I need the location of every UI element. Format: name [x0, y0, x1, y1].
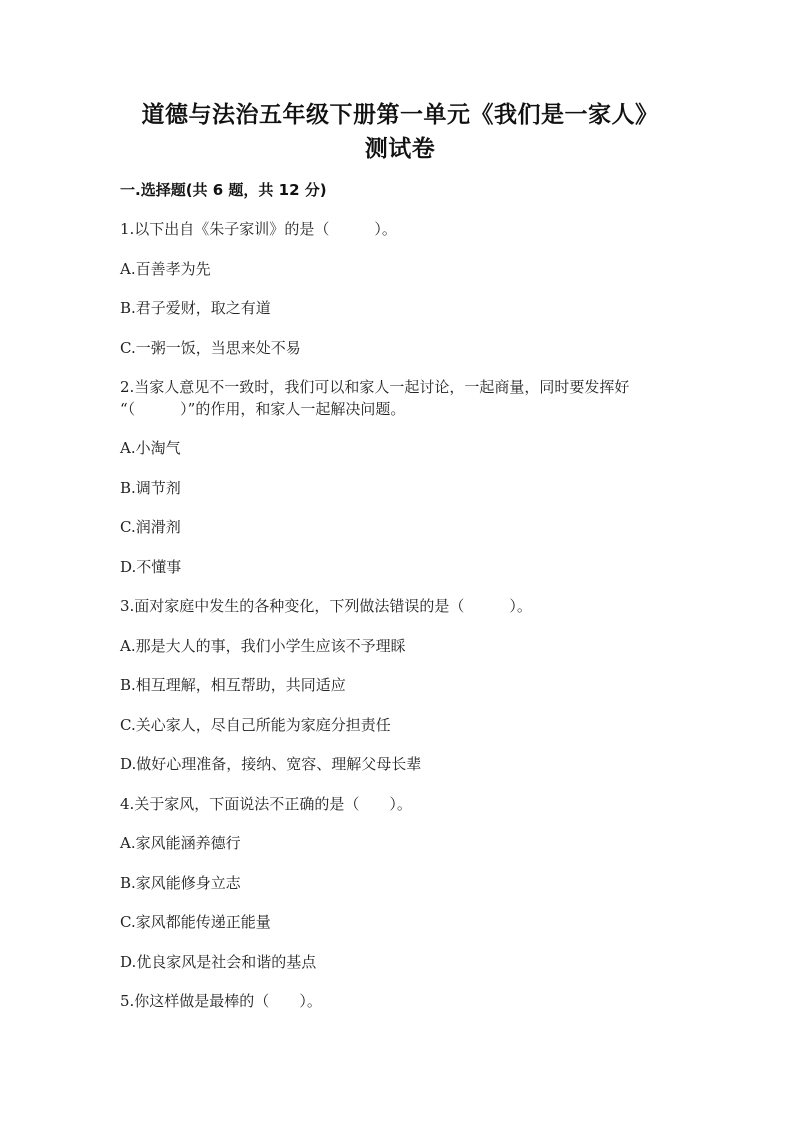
answer-option: D.做好心理准备，接纳、宽容、理解父母长辈 — [120, 755, 422, 773]
question-stem: 1.以下出自《朱子家训》的是（ ）。 — [120, 220, 397, 238]
answer-option: B.君子爱财，取之有道 — [120, 299, 271, 317]
answer-option: D.不懂事 — [120, 558, 182, 576]
question-stem: 2.当家人意见不一致时，我们可以和家人一起讨论，一起商量，同时要发挥好 — [120, 378, 630, 396]
answer-option: B.调节剂 — [120, 479, 181, 497]
answer-option: D.优良家风是社会和谐的基点 — [120, 953, 317, 971]
question-stem-continued: “（ ）”的作用，和家人一起解决问题。 — [120, 400, 406, 418]
answer-option: B.家风能修身立志 — [120, 874, 241, 892]
question-stem: 5.你这样做是最棒的（ ）。 — [120, 992, 322, 1010]
answer-option: C.润滑剂 — [120, 518, 181, 536]
answer-option: C.一粥一饭，当思来处不易 — [120, 339, 301, 357]
answer-option: A.百善孝为先 — [120, 260, 211, 278]
question-stem: 3.面对家庭中发生的各种变化，下列做法错误的是（ ）。 — [120, 597, 532, 615]
page-title: 道德与法治五年级下册第一单元《我们是一家人》 — [141, 102, 659, 128]
page-subtitle: 测试卷 — [364, 136, 436, 162]
answer-option: C.家风都能传递正能量 — [120, 913, 271, 931]
answer-option: A.那是大人的事，我们小学生应该不予理睬 — [120, 637, 406, 655]
answer-option: B.相互理解，相互帮助，共同适应 — [120, 676, 346, 694]
answer-option: C.关心家人，尽自己所能为家庭分担责任 — [120, 716, 391, 734]
section-heading: 一.选择题(共 6 题，共 12 分) — [120, 181, 327, 199]
answer-option: A.小淘气 — [120, 439, 181, 457]
question-stem: 4.关于家风，下面说法不正确的是（ ）。 — [120, 795, 412, 813]
answer-option: A.家风能涵养德行 — [120, 834, 241, 852]
